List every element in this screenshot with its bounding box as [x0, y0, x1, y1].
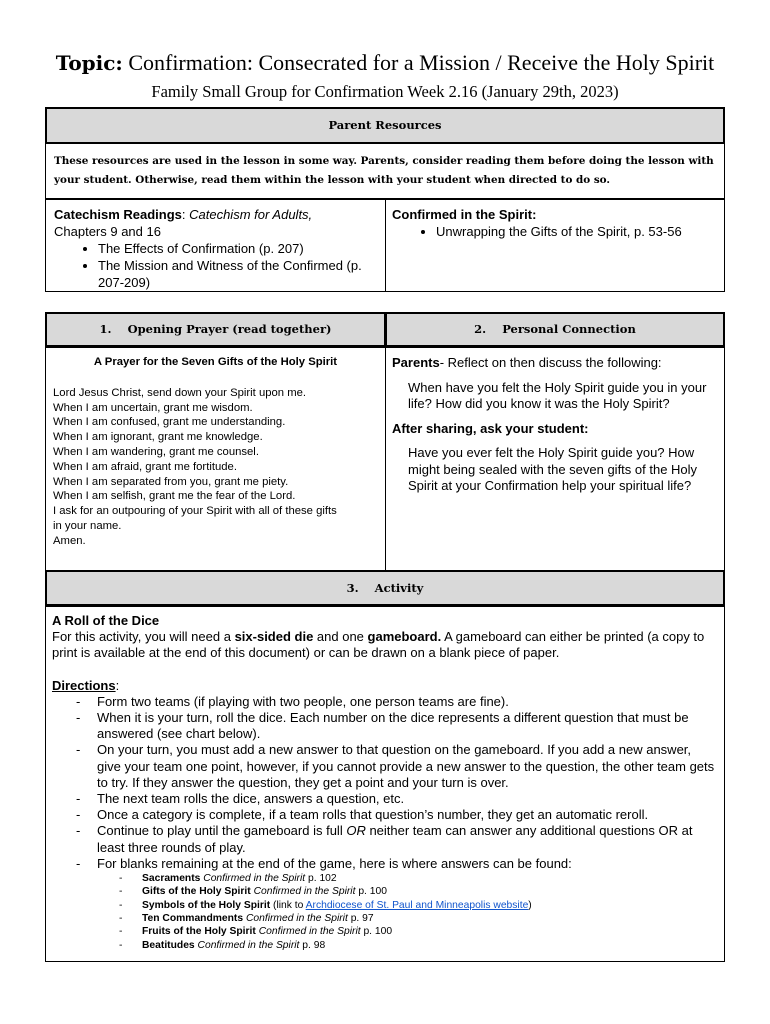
list-item: - The next team rolls the dice, answers a question, etc.: [52, 791, 718, 807]
prayer-line: When I am selfish, grant me the fear of the Lord.: [53, 490, 296, 503]
step-text: Continue to play until the gameboard is full: [97, 823, 347, 839]
source-name: Fruits of the Holy Spirit: [142, 926, 256, 938]
source-book: Confirmed in the Spirit: [197, 939, 300, 951]
source-item: [97, 899, 718, 912]
after-sharing-text: After sharing, ask your student:: [392, 420, 589, 436]
prayer-line: When I am wandering, grant me counsel.: [53, 445, 259, 458]
prayer-line: Amen.: [53, 534, 86, 547]
source-book: Confirmed in the Spirit: [258, 926, 361, 938]
source-name: Symbols of the Holy Spirit: [142, 899, 271, 911]
list-item: [52, 856, 718, 952]
confirmed-label: Confirmed in the Spirit:: [392, 207, 537, 222]
list-item: • The Effects of Confirmation (p. 207): [98, 240, 377, 257]
topic-label: Topic:: [55, 51, 123, 75]
prayer-line: When I am ignorant, grant me knowledge.: [53, 431, 263, 444]
activity-title: [52, 613, 718, 629]
parent-question: When have you felt the Holy Spirit guide you in your life? How did you know it was the Holy Spirit?: [408, 379, 707, 411]
intro-text: For this activity, you will need a: [52, 629, 235, 645]
prayer-line: When I am uncertain, grant me wisdom.: [53, 401, 253, 414]
step-text: For blanks remaining at the end of the game, here is where answers can be found:: [97, 855, 572, 871]
catechism-chapters: Chapters 9 and 16: [54, 224, 161, 239]
confirmed-in-spirit-cell: [385, 199, 725, 292]
directions-list: [52, 694, 718, 952]
catechism-source: Catechism for Adults,: [189, 207, 313, 222]
source-book: Confirmed in the Spirit: [245, 912, 348, 924]
prayer-line: in your name.: [53, 519, 122, 532]
catechism-heading: [54, 206, 377, 223]
directions-label: Directions: [52, 677, 116, 693]
list-item: • The Mission and Witness of the Confirmed (p. 207-209): [98, 257, 377, 291]
parents-text: - Reflect on then discuss the following:: [439, 355, 662, 370]
activity-intro: [52, 629, 718, 661]
archdiocese-link[interactable]: Archdiocese of St. Paul and Minneapolis website: [305, 899, 529, 911]
parents-label: Parents: [392, 355, 440, 370]
source-item: [97, 872, 718, 885]
personal-connection-header: 2. Personal Connection: [385, 312, 725, 347]
step-text: neither team can answer any additional questions OR at least three rounds of play.: [97, 823, 693, 855]
intro-gameboard: gameboard.: [367, 629, 442, 645]
source-page: p. 97: [347, 912, 374, 924]
source-item: [97, 939, 718, 952]
prayer-line: When I am afraid, grant me fortitude.: [53, 460, 237, 473]
page-subtitle: Family Small Group for Confirmation Week 2.16 (January 29th, 2023): [151, 82, 619, 101]
source-item: [97, 925, 718, 938]
source-book: Confirmed in the Spirit: [203, 873, 306, 885]
intro-text: A gameboard can either be printed (a copy to print is available at the end of this document) or can be drawn on a blank piece of paper.: [52, 629, 705, 661]
list-item: - Once a category is complete, if a team rolls that question’s number, they get an automatic reroll.: [52, 807, 718, 823]
list-item: - On your turn, you must add a new answer to that question on the gameboard. If you add a new answer, give your team one point, however, if you cannot provide a new answer to the question, the other team gets to try. If they answer the question, they get a point and your turn is over.: [52, 742, 718, 791]
prayer-line: I ask for an outpouring of your Spirit with all of these gifts: [53, 505, 337, 518]
personal-connection-cell: [385, 347, 725, 571]
source-name: Beatitudes: [142, 939, 195, 951]
source-name: Gifts of the Holy Spirit: [142, 886, 251, 898]
intro-text: and one: [313, 629, 368, 645]
answer-sources-list: [97, 872, 718, 952]
source-item: [97, 885, 718, 898]
list-item: - Form two teams (if playing with two people, one person teams are fine).: [52, 694, 718, 710]
source-name: Sacraments: [142, 873, 201, 885]
list-item: • Unwrapping the Gifts of the Spirit, p. 53-56: [436, 223, 718, 240]
prayer-line: When I am confused, grant me understanding.: [53, 416, 286, 429]
page-title: [0, 50, 770, 76]
parent-resources-note: These resources are used in the lesson in some way. Parents, consider reading them before doing the lesson with your student. Otherwise, read them within the lesson with your student when directed to do so.: [45, 144, 725, 199]
source-page: p. 98: [299, 939, 326, 951]
catechism-list: [54, 240, 377, 291]
list-item: - When it is your turn, roll the dice. Each number on the dice represents a different question that must be answered (see chart below).: [52, 710, 718, 742]
activity-title-text: A Roll of the Dice: [52, 613, 160, 628]
prayer-line: When I am separated from you, grant me piety.: [53, 475, 289, 488]
directions-colon: :: [115, 677, 120, 693]
intro-die: six-sided die: [234, 629, 314, 645]
source-page: p. 100: [355, 886, 387, 898]
student-question: Have you ever felt the Holy Spirit guide you? How might being sealed with the seven gifts of the Holy Spirit at your Confirmation help your spiritual life?: [408, 445, 698, 493]
source-book: Confirmed in the Spirit: [253, 886, 356, 898]
parent-resources-header: Parent Resources: [45, 107, 725, 144]
prayer-title: A Prayer for the Seven Gifts of the Holy Spirit: [93, 356, 338, 368]
source-item: [97, 912, 718, 925]
prayer-line: Lord Jesus Christ, send down your Spirit upon me.: [53, 386, 307, 399]
activity-header: 3. Activity: [45, 570, 725, 606]
after-sharing-label: [392, 421, 718, 438]
activity-cell: [45, 606, 725, 962]
catechism-label: Catechism Readings: [54, 207, 182, 222]
parents-prompt: [392, 355, 718, 372]
opening-prayer-cell: [45, 347, 386, 571]
step-or: OR: [346, 823, 366, 839]
source-name: Ten Commandments: [142, 912, 244, 924]
source-page: p. 102: [305, 873, 337, 885]
source-page: p. 100: [360, 926, 393, 938]
confirmed-list: [392, 223, 718, 240]
catechism-colon: :: [181, 207, 190, 222]
source-post: ): [528, 899, 532, 911]
catechism-readings-cell: [45, 199, 386, 292]
opening-prayer-header: 1. Opening Prayer (read together): [45, 312, 386, 347]
list-item: [52, 823, 718, 855]
directions-heading: [52, 678, 718, 694]
topic-text: Confirmation: Consecrated for a Mission / Receive the Holy Spirit: [128, 50, 715, 75]
source-pre: (link to: [270, 899, 306, 911]
